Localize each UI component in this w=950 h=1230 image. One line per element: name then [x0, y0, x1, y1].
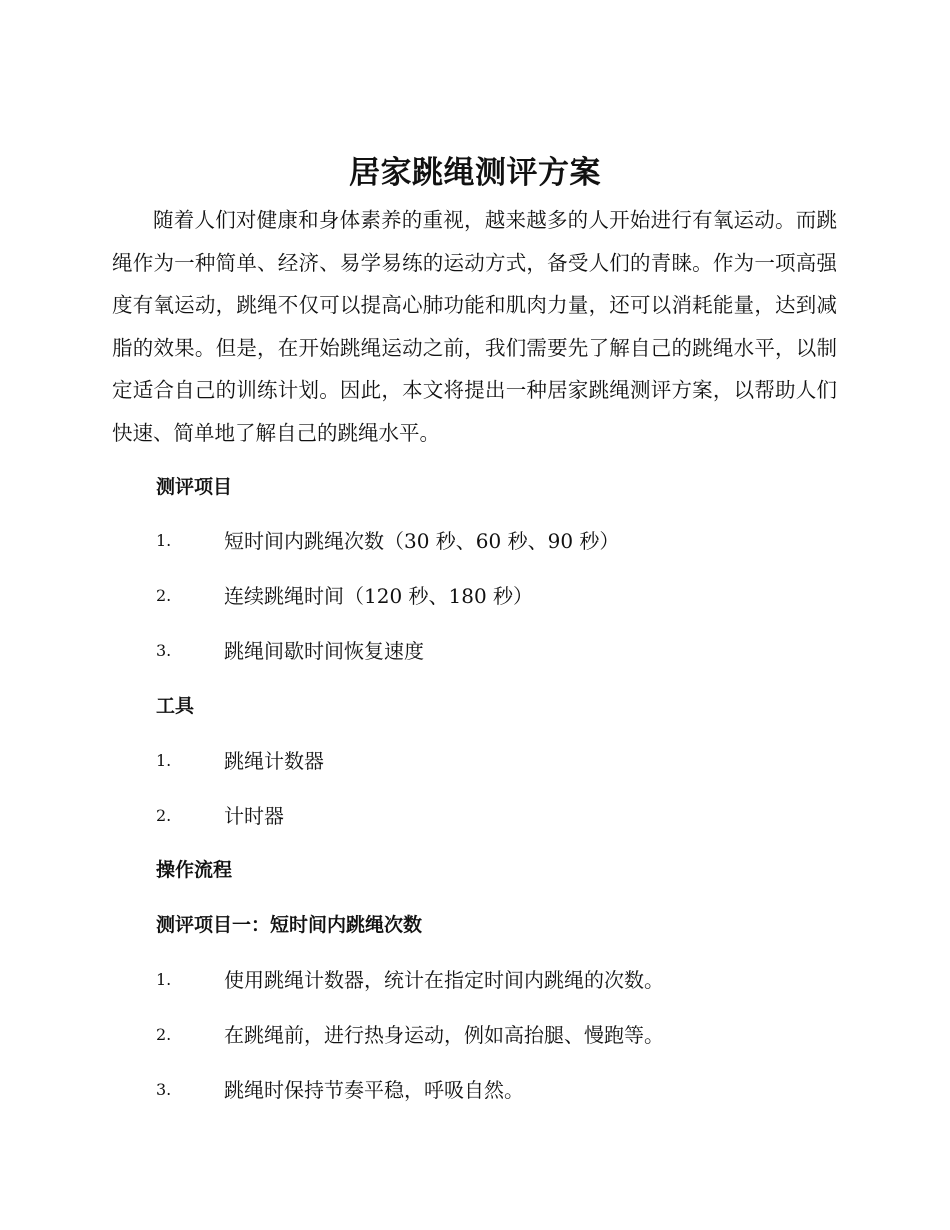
list-item	[156, 526, 836, 556]
list-item-number: 1.	[156, 531, 172, 550]
list-item-text: 跳绳计数器	[224, 749, 324, 773]
list-item-number: 2.	[156, 806, 172, 825]
section-subheading-process-item-one: 测评项目一：短时间内跳绳次数	[156, 914, 423, 936]
list-item-number: 1.	[156, 970, 172, 989]
list-item	[156, 636, 836, 666]
list-item-number: 2.	[156, 586, 172, 605]
list-item-text: 短时间内跳绳次数（30 秒、60 秒、90 秒）	[224, 529, 620, 553]
list-item	[156, 801, 836, 831]
list-item	[156, 1075, 836, 1105]
section-heading-tools: 工具	[156, 695, 195, 717]
list-item-number: 3.	[156, 1080, 172, 1099]
list-item	[156, 1020, 836, 1050]
list-item-text: 使用跳绳计数器，统计在指定时间内跳绳的次数。	[224, 968, 664, 992]
list-item-text: 跳绳时保持节奏平稳，呼吸自然。	[224, 1078, 524, 1102]
list-item-text: 在跳绳前，进行热身运动，例如高抬腿、慢跑等。	[224, 1023, 664, 1047]
list-item	[156, 965, 836, 995]
document-title: 居家跳绳测评方案	[349, 155, 601, 191]
list-item	[156, 746, 836, 776]
list-item	[156, 581, 836, 611]
list-item-text: 跳绳间歇时间恢复速度	[224, 639, 424, 663]
list-item-number: 3.	[156, 641, 172, 660]
intro-paragraph: 随着人们对健康和身体素养的重视，越来越多的人开始进行有氧运动。而跳绳作为一种简单、经济、易学易练的运动方式，备受人们的青睐。作为一项高强度有氧运动，跳绳不仅可以提高心肺功能和肌肉力量，还可以消耗能量，达到减脂的效果。但是，在开始跳绳运动之前，我们需要先了解自己的跳绳水平，以制定适合自己的训练计划。因此，本文将提出一种居家跳绳测评方案，以帮助人们快速、简单地了解自己的跳绳水平。	[112, 208, 837, 445]
list-item-number: 2.	[156, 1025, 172, 1044]
list-item-text: 计时器	[224, 804, 284, 828]
list-item-number: 1.	[156, 751, 172, 770]
list-item-text: 连续跳绳时间（120 秒、180 秒）	[224, 584, 534, 608]
section-heading-process: 操作流程	[156, 859, 233, 881]
section-heading-items: 测评项目	[156, 476, 233, 498]
